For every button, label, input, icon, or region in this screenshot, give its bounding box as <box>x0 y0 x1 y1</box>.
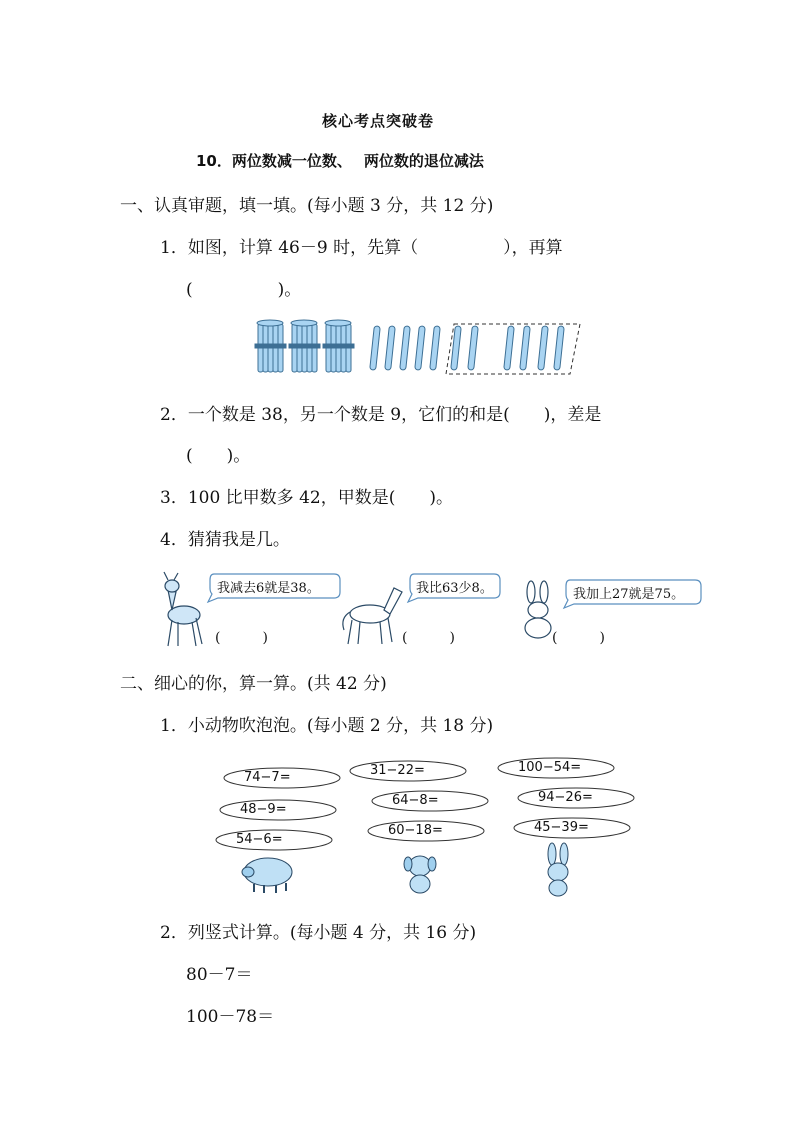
page-title: 核心考点突破卷 <box>322 112 435 130</box>
section-1-heading: 一、认真审题，填一填。(每小题 3 分，共 12 分) <box>120 196 494 216</box>
bubble-9-text: 45−39= <box>534 820 589 835</box>
question-2-2: 2．列竖式计算。(每小题 4 分，共 16 分) <box>160 923 477 943</box>
bubble-3-text: 54−6= <box>236 832 283 847</box>
question-1-1-line1: 1．如图，计算 46－9 时，先算（ ），再算 <box>160 238 563 258</box>
equation-1: 80－7＝ <box>186 965 253 985</box>
section-2-heading: 二、细心的你，算一算。(共 42 分) <box>120 674 387 694</box>
question-1-2-line1: 2．一个数是 38，另一个数是 9，它们的和是( )，差是 <box>160 405 602 425</box>
horse-illustration <box>338 578 408 648</box>
pig-icon <box>236 852 300 894</box>
stick-bundle-3 <box>323 320 354 372</box>
bubble-5-text: 64−8= <box>392 793 439 808</box>
bubble-2-text: 48−9= <box>240 802 287 817</box>
subtitle-part-b: 两位数的退位减法 <box>363 152 484 170</box>
question-2-1: 1．小动物吹泡泡。(每小题 2 分，共 18 分) <box>160 716 494 736</box>
speech-bubble-3-text: 我加上27就是75。 <box>573 587 685 602</box>
answer-slot-1: ( ) <box>215 630 268 646</box>
puppy-icon <box>402 852 438 896</box>
question-1-3: 3．100 比甲数多 42，甲数是( )。 <box>160 488 453 508</box>
bubble-8-text: 94−26= <box>538 790 593 805</box>
answer-slot-3: ( ) <box>552 630 605 646</box>
subtitle-part-a: 两位数减一位数、 <box>231 152 352 170</box>
deer-illustration <box>158 570 208 650</box>
question-1-1-line2: ( )。 <box>186 280 302 300</box>
bubble-6-text: 60−18= <box>388 823 443 838</box>
bubble-1-text: 74−7= <box>244 770 291 785</box>
subtitle-number: 10． <box>196 152 232 170</box>
counting-sticks-illustration <box>250 318 590 378</box>
question-1-4: 4．猜猜我是几。 <box>160 530 290 550</box>
equation-2: 100－78＝ <box>186 1007 275 1027</box>
single-sticks <box>370 326 565 370</box>
speech-bubble-1-text: 我减去6就是38。 <box>217 581 320 596</box>
answer-slot-2: ( ) <box>402 630 455 646</box>
stick-bundle-1 <box>255 320 286 372</box>
bubble-7-text: 100−54= <box>518 760 582 775</box>
question-1-2-line2: ( )。 <box>186 446 251 466</box>
stick-bundle-2 <box>289 320 320 372</box>
speech-bubble-2-text: 我比63少8。 <box>416 581 493 596</box>
bubble-4-text: 31−22= <box>370 763 425 778</box>
page-subtitle <box>196 150 484 171</box>
bunny-icon <box>540 842 576 898</box>
